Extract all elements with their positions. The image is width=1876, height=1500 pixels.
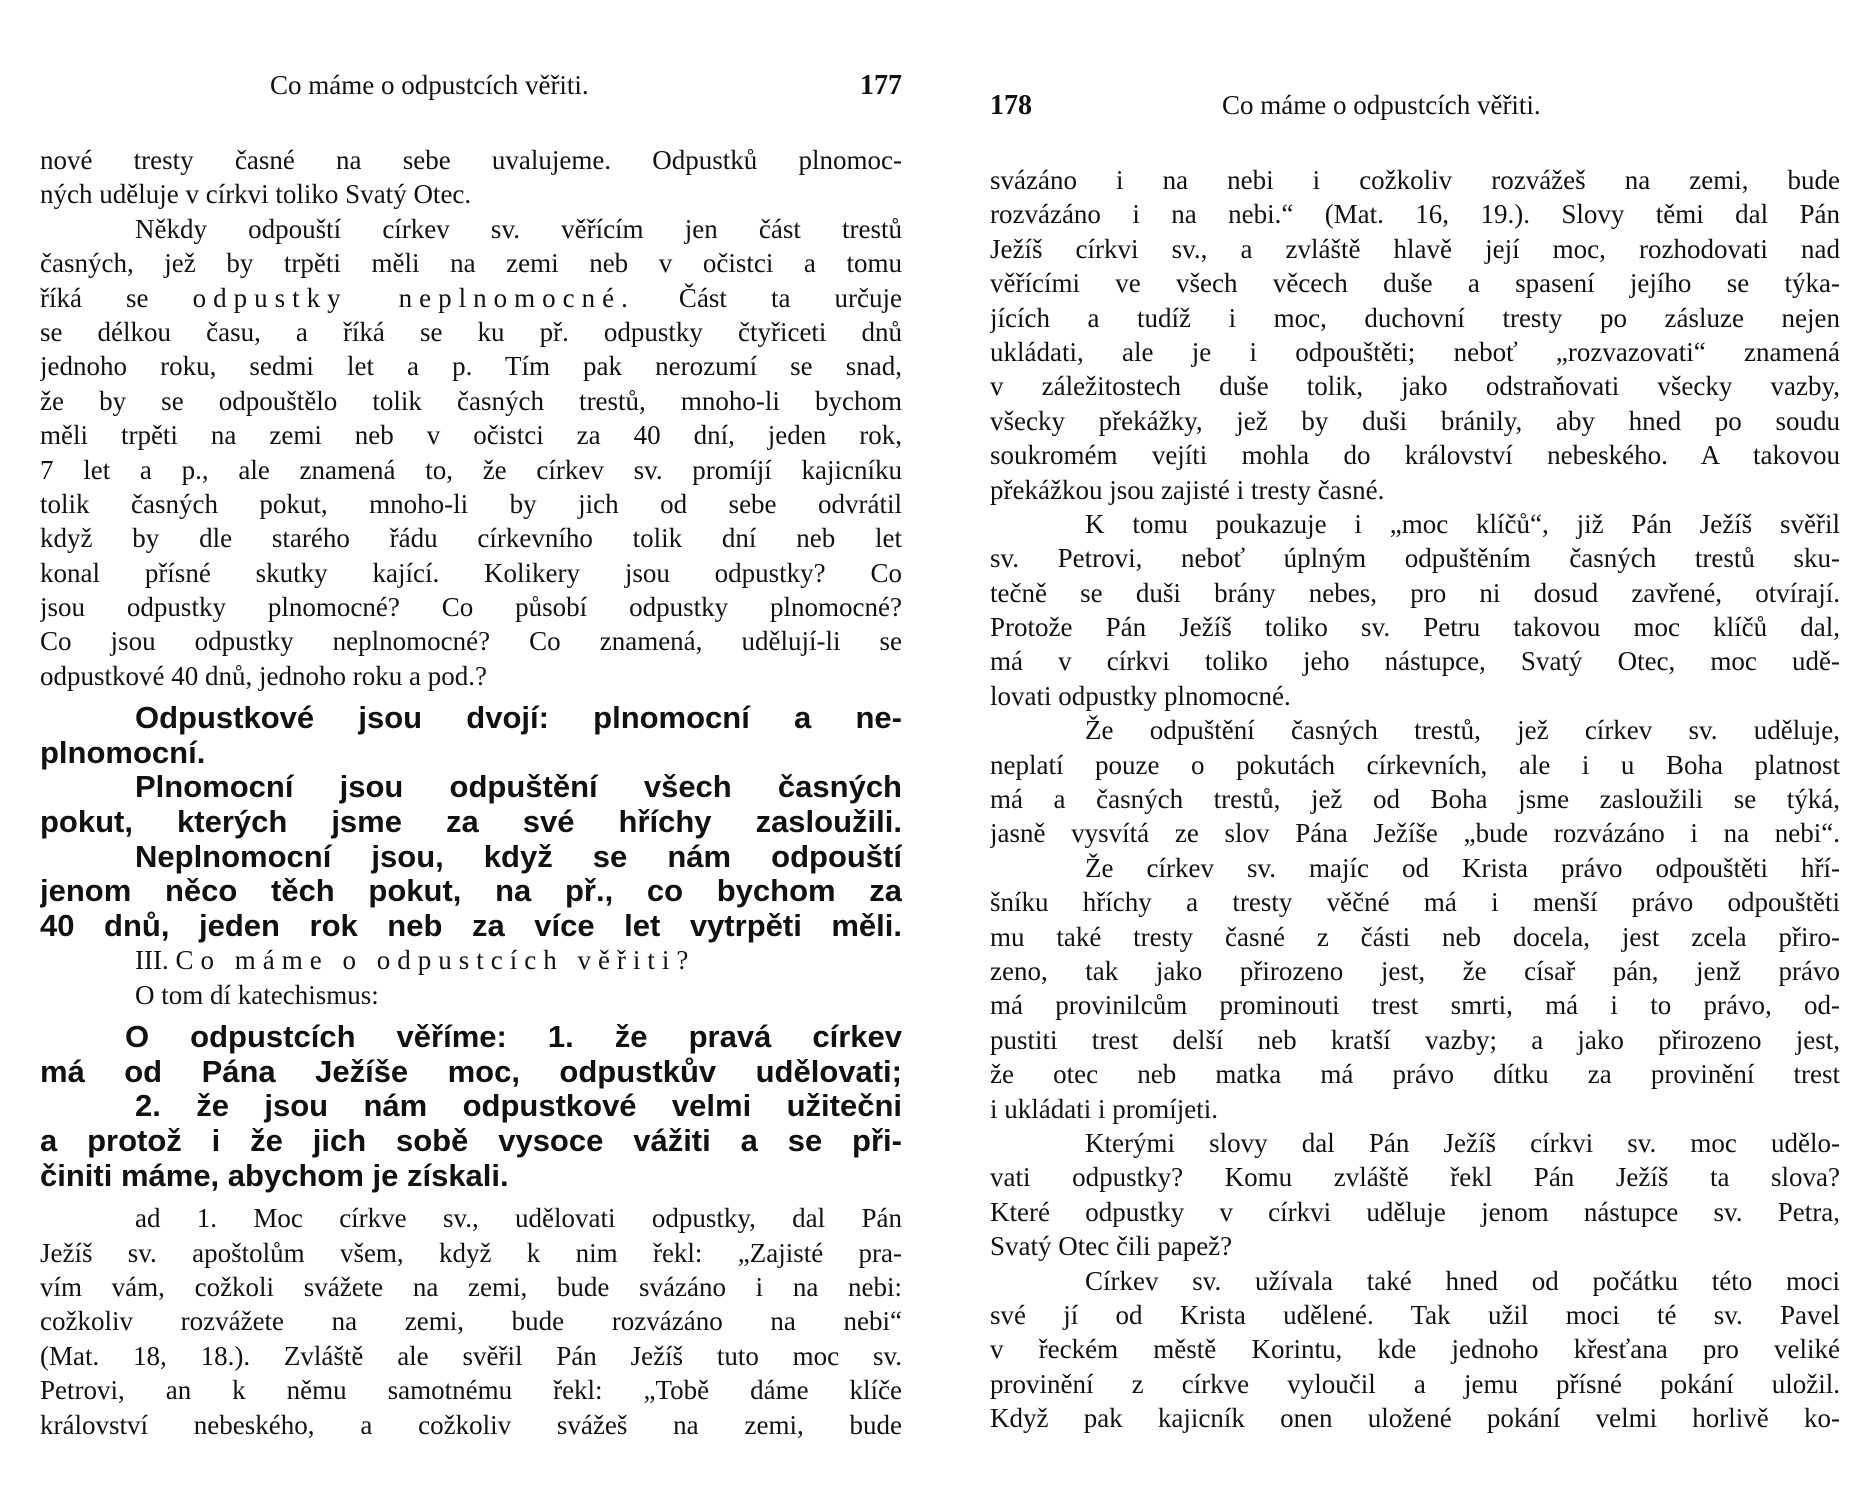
thesis-line: Neplnomocní jsou, když se nám odpouští (135, 839, 902, 874)
text-line: Co jsou odpustky neplnomocné? Co znamená, udělují-li se (40, 626, 902, 657)
text-line: jednoho roku, sedmi let a p. Tím pak nerozumí se snad, (40, 351, 902, 382)
text-line: pustiti trest delší neb kratší vazby; a jako přirozeno jest, (990, 1024, 1840, 1055)
catechism-line: činiti máme, abychom je získali. (40, 1158, 509, 1193)
text-line: když by dle starého řádu církevního tolik dní neb let (40, 523, 902, 554)
text-line: K tomu poukazuje i „moc klíčů“, již Pán Ježíš svěřil (1085, 508, 1840, 539)
text-line: Někdy odpouští církev sv. věřícím jen část trestů (135, 213, 902, 244)
text-line: soukromém vejíti mohla do království nebeského. A takovou (990, 440, 1840, 471)
thesis-line: 40 dnů, jeden rok neb za více let vytrpěti měli. (40, 908, 902, 943)
catechism-line: 2. že jsou nám odpustkové velmi užitečni (135, 1089, 902, 1124)
text-line: vati odpustky? Komu zvláště řekl Pán Ježíš ta slova? (990, 1162, 1840, 1193)
text-line: i ukládati i promíjeti. (990, 1093, 1218, 1124)
running-head (990, 90, 1840, 130)
catechism-line: a protož i že jich sobě vysoce vážiti a se při- (40, 1123, 902, 1158)
text-line: nové tresty časné na sebe uvalujeme. Odpustků plnomoc- (40, 145, 902, 175)
text-line: Petrovi, an k němu samotnému řekl: „Tobě dáme klíče (40, 1375, 902, 1406)
catechism-line: má od Pána Ježíše moc, odpustkův udělovati; (40, 1054, 902, 1089)
right-body-text (990, 163, 1840, 1435)
page-number: 177 (860, 70, 902, 101)
spaced-term: odpustky neplnomocné. (192, 282, 635, 313)
text-line: ných uděluje v církvi toliko Svatý Otec. (40, 179, 472, 210)
text-line: tolik časných pokut, mnoho-li by jich od sebe odvrátil (40, 488, 902, 519)
text-line: provinění z církve vyloučil a jemu přísné pokání uložil. (990, 1368, 1840, 1399)
thesis-line: Odpustkové jsou dvojí: plnomocní a ne- (135, 701, 902, 736)
running-title: Co máme o odpustcích věřiti. (1222, 90, 1541, 120)
text-line: lovati odpustky plnomocné. (990, 680, 1291, 711)
text-line: v záležitostech duše tolik, jako odstraňovati všecky vazby, (990, 371, 1840, 402)
text-line: Protože Pán Ježíš toliko sv. Petru takovou moc klíčů dal, (990, 612, 1840, 643)
text-line: cožkoliv rozvážete na zemi, bude rozvázáno na nebi“ (40, 1306, 902, 1337)
text-line: Když pak kajicník onen uložené pokání velmi horlivě ko- (990, 1403, 1840, 1434)
section-number: III. (135, 945, 169, 976)
text-line-spaced (40, 281, 902, 315)
text-line: svázáno i na nebi i cožkoliv rozvážeš na zemi, bude (990, 165, 1840, 195)
running-title: Co máme o odpustcích věřiti. (270, 70, 589, 100)
text-line: zeno, tak jako přirozeno jest, že císař pán, jenž právo (990, 955, 1840, 986)
text-line: ad 1. Moc církve sv., udělovati odpustky, dal Pán (135, 1203, 902, 1234)
text-line: odpustkové 40 dnů, jednoho roku a pod.? (40, 660, 487, 691)
text-line: mu také tresty časné z části neb docela, jest zcela přiro- (990, 921, 1840, 952)
text-line: že otec neb matka má právo dítku za provinění trest (990, 1059, 1840, 1090)
text-line: se délkou času, a říká se ku př. odpustky čtyřiceti dnů (40, 316, 902, 347)
text-line: šníku hříchy a tresty věčné má i menší právo odpouštěti (990, 887, 1840, 918)
catechism-line: O odpustcích věříme: 1. že pravá církev (125, 1020, 902, 1055)
thesis-line: plnomocní. (40, 735, 206, 770)
text-line: překážkou jsou zajisté i tresty časné. (990, 474, 1385, 505)
text-line: konal přísné skutky kající. Kolikery jsou odpustky? Co (40, 557, 902, 588)
text-line: Které odpustky v církvi uděluje jenom nástupce sv. Petra, (990, 1196, 1840, 1227)
text-line: ukládati, ale je i odpouštěti; neboť „rozvazovati“ znamená (990, 336, 1840, 367)
text-line: své jí od Krista udělené. Tak užil moci té sv. Pavel (990, 1299, 1840, 1330)
text-line: 7 let a p., ale znamená to, že církev sv. promíjí kajicníku (40, 454, 902, 485)
text-line: Svatý Otec čili papež? (990, 1231, 1233, 1262)
right-page (990, 0, 1840, 1500)
text-line: má v církvi toliko jeho nástupce, Svatý Otec, moc udě- (990, 646, 1840, 677)
text-line: má a časných trestů, jež od Boha jsme zasloužili se týká, (990, 784, 1840, 815)
left-page (40, 0, 902, 1500)
text-line: má provinilcům prominouti trest smrti, má i to právo, od- (990, 990, 1840, 1021)
text-line: rozvázáno i na nebi.“ (Mat. 16, 19.). Slovy těmi dal Pán (990, 199, 1840, 230)
text-line: časných, jež by trpěti měli na zemi neb v očistci a tomu (40, 248, 902, 279)
text-line: království nebeského, a cožkoliv svážeš na zemi, bude (40, 1409, 902, 1440)
thesis-line: Plnomocní jsou odpuštění všech časných (135, 770, 902, 805)
section-heading (40, 943, 902, 977)
thesis-line: jenom něco těch pokut, na př., co bychom za (40, 874, 902, 909)
text-line: Ježíš sv. apoštolům všem, když k nim řekl: „Zajisté pra- (40, 1237, 902, 1268)
text-line: jsou odpustky plnomocné? Co působí odpustky plnomocné? (40, 592, 902, 623)
page-number: 178 (990, 90, 1032, 121)
text-line: měli trpěti na zemi neb v očistci za 40 dní, jeden rok, (40, 420, 902, 451)
text-line: vím vám, cožkoli svážete na zemi, bude svázáno i na nebi: (40, 1271, 902, 1302)
text-line: tečně se duši brány nebes, pro ni dosud zavřené, otvírají. (990, 577, 1840, 608)
text-line: Že církev sv. majíc od Krista právo odpouštěti hří- (1085, 852, 1840, 883)
text-fragment: říká se (40, 282, 193, 313)
text-line: Kterými slovy dal Pán Ježíš církvi sv. moc udělo- (1085, 1127, 1840, 1158)
text-line: (Mat. 18, 18.). Zvláště ale svěřil Pán Ježíš tuto moc sv. (40, 1340, 902, 1371)
running-head (40, 70, 902, 110)
text-line: Že odpuštění časných trestů, jež církev sv. uděluje, (1085, 715, 1840, 746)
text-line: že by se odpouštělo tolik časných trestů, mnoho-li bychom (40, 385, 902, 416)
text-line: všecky překážky, jež by duši bránily, aby hned po soudu (990, 405, 1840, 436)
text-line: jasně vysvítá ze slov Pána Ježíše „bude rozvázáno i na nebi“. (990, 818, 1840, 849)
text-line: jících a tudíž i moc, duchovní tresty po zásluze nejen (990, 302, 1840, 333)
thesis-line: pokut, kterých jsme za své hříchy zasloužili. (40, 805, 902, 840)
text-line: sv. Petrovi, neboť úplným odpuštěním časných trestů sku- (990, 543, 1840, 574)
text-line: Církev sv. užívala také hned od počátku této moci (1085, 1265, 1840, 1296)
text-line: neplatí pouze o pokutách církevních, ale i u Boha platnost (990, 749, 1840, 780)
text-line: Ježíš církvi sv., a zvláště hlavě její moc, rozhodovati nad (990, 233, 1840, 264)
text-line: věřícími ve všech věcech duše a spasení jejího se týka- (990, 268, 1840, 299)
section-title: Co máme o odpustcích věřiti? (175, 945, 696, 976)
catechism-intro: O tom dí katechismus: (135, 979, 379, 1010)
text-fragment: Část ta určuje (634, 282, 902, 313)
left-body-text (40, 143, 902, 1442)
text-line: v řeckém městě Korintu, kde jednoho křesťana pro veliké (990, 1334, 1840, 1365)
